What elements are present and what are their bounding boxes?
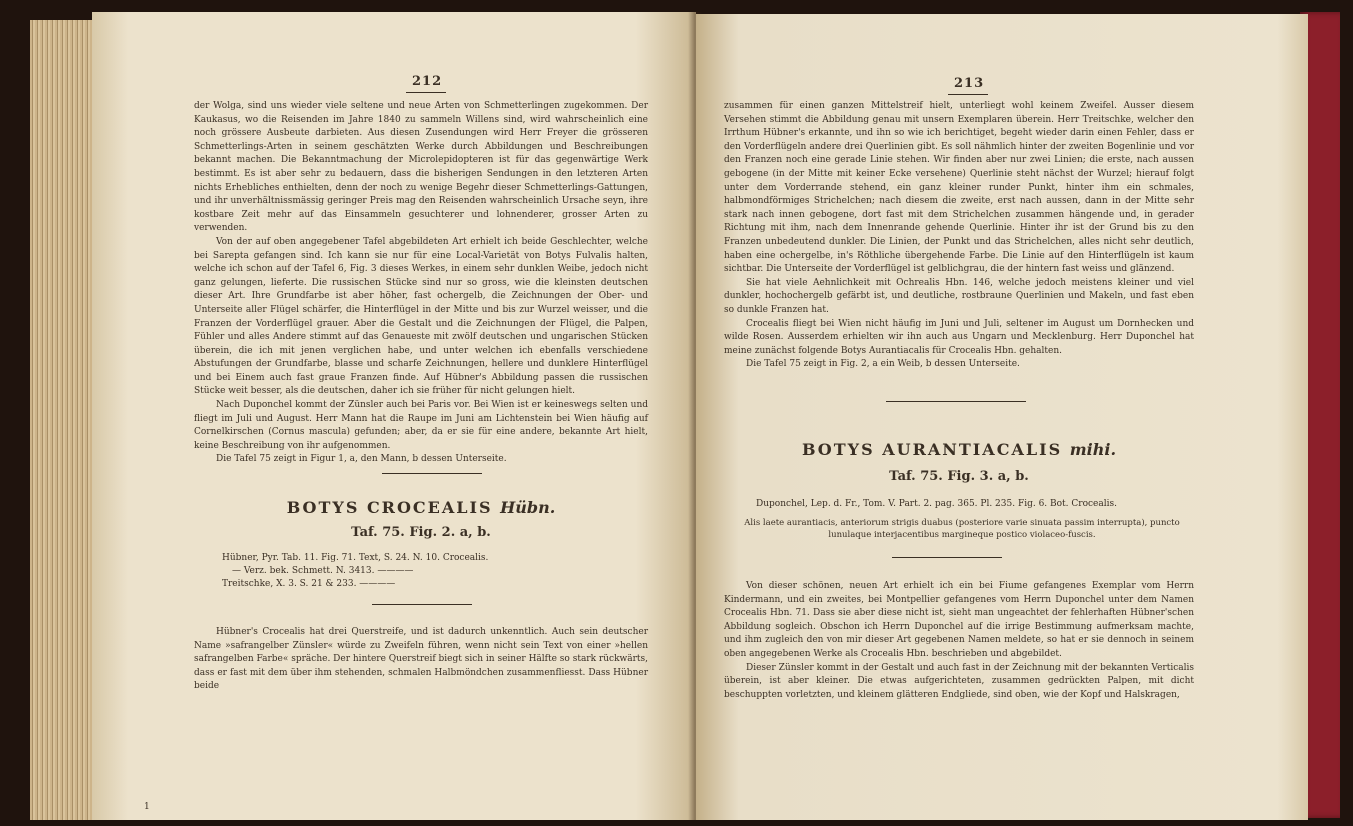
section-divider (382, 473, 482, 474)
paragraph: Crocealis fliegt bei Wien nicht häufig im Juni und Juli, seltener im August um Dornhecken und wilde Rosen. Ausserdem erhielten wir ihn auch aus Ungarn und Mecklenburg. Herr Duponchel hat meine zunächst folgende Botys Aurantiacalis für Crocealis Hbn. gehalten. (724, 318, 1194, 356)
paragraph: zusammen für einen ganzen Mittelstreif hielt, unterliegt wohl keinem Zweifel. Ausser diesem Versehen stimmt die Abbildung genau mit unsern Exemplaren überein. Herr Treitschke, welcher den Irrthum Hübner's erkannte, und ihn so wie ich berichtiget, begeht wieder darin einen Fehler, dass er den Vorderflügeln andere drei Querlinien gibt. Es soll nähmlich hinter der zweiten Bogenlinie und vor den Franzen noch eine gerade Linie stehen. Wir finden aber nur zwei Linien; die erste, nach aussen gebogene (in der Mitte mit keiner Ecke versehene) Querlinie steht nächst der Wurzel; hierauf folgt unter dem Vorderrande stehend, ein ganz kleiner runder Punkt, hinter ihm ein schmales, halbmondförmiges Strichelchen; nach diesem die zweite, erst nach aussen, dann in der Mitte sehr stark nach innen gebogene, dort fast mit dem Strichelchen zusammen hängende und, in gerader Richtung mit ihm, nach dem Innenrande gehende Querlinie. Hinter ihr ist der Grund bis zu den Franzen unbedeutend dunkler. Die Linien, der Punkt und das Strichelchen, alles nicht sehr deutlich, haben eine ochergelbe, in's Röthliche übergehende Farbe. Die Linie auf den Hinterflügeln ist kaum sichtbar. Die Unterseite der Vorderflügel ist gelblichgrau, die der hintern fast weiss und glänzend. (724, 101, 1194, 275)
plate-reference: Taf. 75. Fig. 2. a, b. (351, 525, 491, 540)
reference-line: Hübner, Pyr. Tab. 11. Fig. 71. Text, S. 24. N. 10. Crocealis. (222, 553, 489, 563)
paragraph: Hübner's Crocealis hat drei Querstreife, und ist dadurch unkenntlich. Auch sein deutscher Name »safrangelber Zünsler« würde zu Zweifeln führen, wenn nicht sein Text von einer »hellen safrangelben Farbe« spräche. Der hintere Querstreif biegt sich in seiner Hälfte so stark rückwärts, dass er fast mit dem über ihm stehenden, schmalen Halbmöndchen zusammenfliesst. Dass Hübner beide (194, 627, 648, 692)
signature-mark: 1 (144, 802, 150, 812)
section-divider (372, 604, 472, 605)
reference-line: — Verz. bek. Schmett. N. 3413. ———— (232, 566, 414, 576)
page-number: 212 (412, 74, 443, 89)
body-text-bottom (724, 580, 1194, 702)
literature-reference: Duponchel, Lep. d. Fr., Tom. V. Part. 2. pag. 365. Pl. 235. Fig. 6. Bot. Crocealis. (756, 499, 1117, 509)
section-divider (886, 401, 1026, 402)
paragraph: Von der auf oben angegebener Tafel abgebildeten Art erhielt ich beide Geschlechter, welche bei Sarepta gefangen sind. Ich kann sie nur für eine Local-Varietät von Botys Fulvalis halten, welche ich schon auf der Tafel 6, Fig. 3 dieses Werkes, in einem sehr dunklen Weibe, jedoch nicht ganz gelungen, lieferte. Die russischen Stücke sind nur so gross, wie die kleinsten deutschen dieser Art. Ihre Grundfarbe ist aber höher, fast ochergelb, die Zeichnungen der Ober- und Unterseite aller Flügel schärfer, die Hinterflügel in der Mitte und bis zur Wurzel weisser, und die Franzen der Vorderflügel grauer. Aber die Gestalt und die Zeichnungen der Flügel, die Palpen, Fühler und alles Andere stimmt auf das Genaueste mit zwölf deutschen und ungarischen Stücken überein, die ich mit jenen verglichen habe, und unter welchen ich ebenfalls verschiedene Abstufungen der Grundfarbe, blasse und scharfe Zeichnungen, hellere und dunklere Hinterflügel und bei Einem auch fast graue Franzen finde. Auf Hübner's Abbildung passen die russischen Stücke weit besser, als die deutschen, daher ich sie früher für nicht gelungen hielt. (194, 236, 648, 397)
species-heading (724, 440, 1194, 459)
latin-diagnosis: Alis laete aurantiacis, anteriorum strigis duabus (posteriore varie sinuata passim interrupta), puncto lunulaque interjacentibus margineque postico violaceo-fuscis. (744, 518, 1180, 540)
species-name: BOTYS AURANTIACALIS (801, 440, 1063, 459)
paragraph: Nach Duponchel kommt der Zünsler auch bei Paris vor. Bei Wien ist er keineswegs selten und fliegt im Juli und August. Herr Mann hat die Raupe im Juni am Lichtenstein bei Wien häufig auf Cornelkirschen (Cornus mascula) gefunden; aber, da er sie für eine andere, bekannte Art hielt, keine Beschreibung von ihr aufgenommen. (194, 400, 648, 451)
paragraph: Die Tafel 75 zeigt in Figur 1, a, den Mann, b dessen Unterseite. (216, 454, 507, 465)
reference-line: Treitschke, X. 3. S. 21 & 233. ———— (222, 579, 396, 589)
literature-references (222, 552, 622, 591)
species-author: mihi. (1069, 440, 1117, 459)
body-text-top (724, 100, 1194, 372)
paragraph: Dieser Zünsler kommt in der Gestalt und auch fast in der Zeichnung mit der bekannten Verticalis überein, ist aber kleiner. Die etwas aufgerichteten, zusammen gedrückten Palpen, mit dicht beschuppten vorletzten, und kleinem glätteren Endgliede, sind oben, wie der Kopf und Halskragen, (724, 662, 1194, 700)
plate-reference: Taf. 75. Fig. 3. a, b. (889, 469, 1029, 484)
page-number-rule (406, 92, 446, 93)
page-number-rule (948, 94, 988, 95)
species-name: BOTYS CROCEALIS (286, 498, 493, 517)
page-number: 213 (954, 76, 985, 91)
left-page (92, 12, 696, 820)
paragraph: Von dieser schönen, neuen Art erhielt ich ein bei Fiume gefangenes Exemplar vom Herrn Kindermann, und ein zweites, bei Montpellier gefangenes vom Herrn Duponchel unter dem Namen Crocealis Hbn. 71. Dass sie aber diese nicht ist, sieht man ungeachtet der fehlerhaften Hübner'schen Abbildung sogleich. Obschon ich Herrn Duponchel auf die irrige Bestimmung aufmerksam machte, und ihm zugleich den von mir dieser Art gegebenen Namen meldete, so hat er sie dennoch in seinem oben angegebenen Werke als Crocealis Hbn. beschrieben und abgebildet. (724, 581, 1194, 659)
body-text-bottom (194, 626, 648, 694)
paragraph: der Wolga, sind uns wieder viele seltene und neue Arten von Schmetterlingen zugekommen. Der Kaukasus, wo die Reisenden im Jahre 1840 zu sammeln Willens sind, wird wahrscheinlich eine noch grössere Ausbeute darbieten. Aus diesen Zusendungen wird Herr Freyer die grösseren Schmetterlings-Arten in seinem geschätzten Werke durch Abbildungen und Beschreibungen bekannt machen. Die Bekanntmachung der Microlepidopteren ist für das gegenwärtige Werk bestimmt. Es ist aber sehr zu bedauern, dass die bisherigen Sendungen in den letzteren Arten nichts Erhebliches enthielten, denn der noch zu wenige Begehr dieser Schmetterlings-Gattungen, und ihr unverhältnissmässig geringer Preis mag den Reisenden wahrscheinlich Ursache seyn, ihre kostbare Zeit mehr auf das Einsammeln gesuchterer und lohnenderer, grosser Arten zu verwenden. (194, 101, 648, 234)
section-divider (892, 557, 1002, 558)
species-author: Hübn. (500, 498, 556, 517)
body-text-top (194, 100, 648, 467)
species-heading (194, 498, 648, 517)
right-page (696, 14, 1308, 820)
paragraph: Sie hat viele Aehnlichkeit mit Ochrealis Hbn. 146, welche jedoch meistens kleiner und viel dunkler, hochochergelb gefärbt ist, und deutliche, rostbraune Querlinien und Makeln, und fast eben so dunkle Franzen hat. (724, 277, 1194, 315)
paragraph: Die Tafel 75 zeigt in Fig. 2, a ein Weib, b dessen Unterseite. (746, 359, 1020, 370)
